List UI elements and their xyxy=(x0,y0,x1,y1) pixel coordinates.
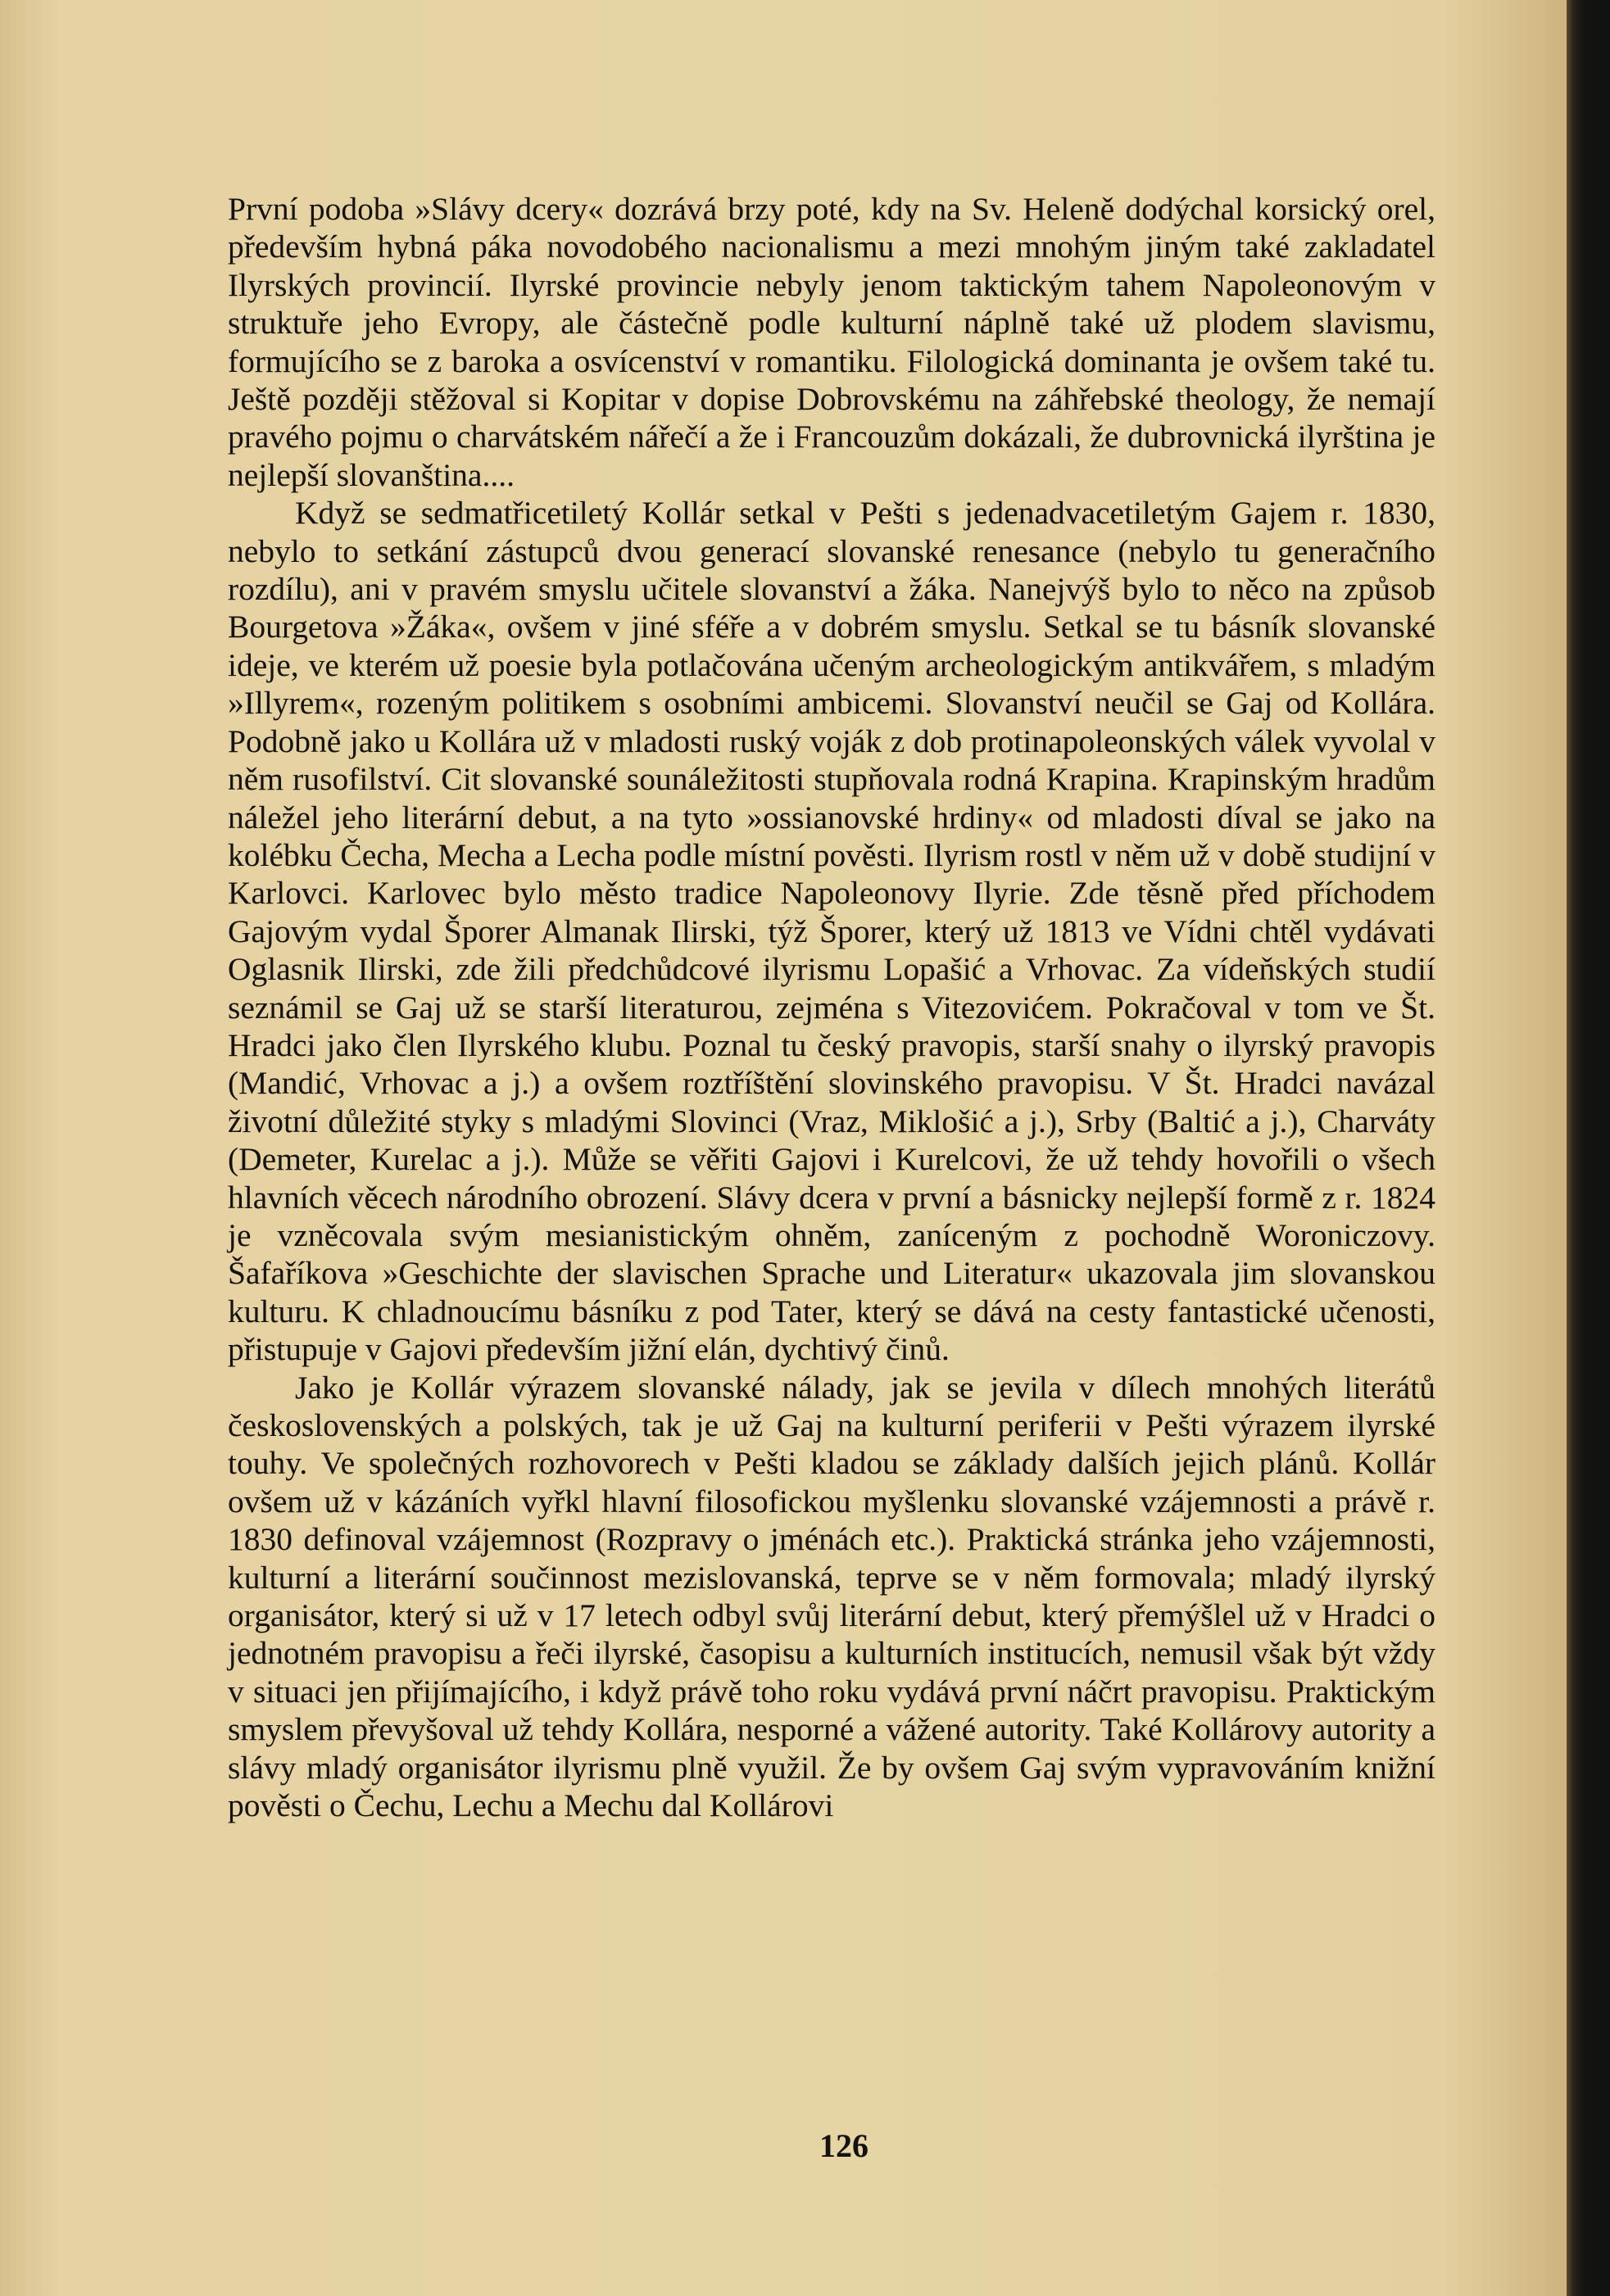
body-text xyxy=(228,190,1435,1824)
paragraph-3: Jako je Kollár výrazem slovanské nálady, jak se jevila v dílech mnohých literátů československých a polských, tak je už Gaj na kulturní periferii v Pešti výrazem ilyrské touhy. Ve společných rozhovorech v Pešti kladou se základy dalších jejich plánů. Kollár ovšem už v kázáních vyřkl hlavní filosofickou myšlenku slovanské vzájemnosti a právě r. 1830 definoval vzájemnost (Rozpravy o jménách etc.). Praktická stránka jeho vzájemnosti, kulturní a literární součinnost mezislovanská, teprve se v něm formovala; mladý ilyrský organisátor, který si už v 17 letech odbyl svůj literární debut, který přemýšlel už v Hradci o jednotném pravopisu a řeči ilyrské, časopisu a kulturních institucích, nemusil však být vždy v situaci jen přijímajícího, i když právě toho roku vydává první náčrt pravopisu. Praktickým smyslem převyšoval už tehdy Kollára, nesporné a vážené autority. Také Kollárovy autority a slávy mladý organisátor ilyrismu plně využil. Že by ovšem Gaj svým vypravováním knižní pověsti o Čechu, Lechu a Mechu dal Kollárovi xyxy=(228,1369,1435,1824)
page-number: 126 xyxy=(819,2127,868,2164)
book-spine-edge xyxy=(1567,0,1610,2296)
paragraph-2: Když se sedmatřicetiletý Kollár setkal v Pešti s jedenadvacetiletým Gajem r. 1830, nebylo to setkání zástupců dvou generací slovanské renesance (nebylo tu generačního rozdílu), ani v pravém smyslu učitele slovanství a žáka. Nanejvýš bylo to něco na způsob Bourgetova »Žáka«, ovšem v jiné sféře a v dobrém smyslu. Setkal se tu básník slovanské ideje, ve kterém už poesie byla potlačována učeným archeologickým antikvářem, s mladým »Illyrem«, rozeným politikem s osobními ambicemi. Slovanství neučil se Gaj od Kollára. Podobně jako u Kollára už v mladosti ruský voják z dob protinapoleonských válek vyvolal v něm rusofilství. Cit slovanské sounáležitosti stupňovala rodná Krapina. Krapinským hradům náležel jeho literární debut, a na tyto »ossianovské hrdiny« od mladosti díval se jako na kolébku Čecha, Mecha a Lecha podle místní pověsti. Ilyrism rostl v něm už v době studijní v Karlovci. Karlovec bylo město tradice Napoleonovy Ilyrie. Zde těsně před příchodem Gajovým vydal Šporer Almanak Ilirski, týž Šporer, který už 1813 ve Vídni chtěl vydávati Oglasnik Ilirski, zde žili předchůdcové ilyrismu Lopašić a Vrhovac. Za vídeňských studií seznámil se Gaj už se starší literaturou, zejména s Vitezovićem. Pokračoval v tom ve Št. Hradci jako člen Ilyrského klubu. Poznal tu český pravopis, starší snahy o ilyrský pravopis (Mandić, Vrhovac a j.) a ovšem roztříštění slovinského pravopisu. V Št. Hradci navázal životní důležité styky s mladými Slovinci (Vraz, Miklošić a j.), Srby (Baltić a j.), Charváty (Demeter, Kurelac a j.). Může se věřiti Gajovi i Kurelcovi, že už tehdy hovořili o všech hlavních věcech národního obrození. Slávy dcera v první a básnicky nejlepší formě z r. 1824 je vzněcovala svým mesianistickým ohněm, zaníceným z pochodně Woroniczovy. Šafaříkova »Geschichte der slavischen Sprache und Literatur« ukazovala jim slovanskou kulturu. K chladnoucímu básníku z pod Tater, který se dává na cesty fantastické učenosti, přistupuje v Gajovi především jižní elán, dychtivý činů. xyxy=(228,495,1435,1368)
paragraph-1: První podoba »Slávy dcery« dozrává brzy poté, kdy na Sv. Heleně dodýchal korsický orel, především hybná páka novodobého nacionalismu a mezi mnohým jiným také zakladatel Ilyrských provincií. Ilyrské provincie nebyly jenom taktickým tahem Napoleonovým v struktuře jeho Evropy, ale částečně podle kulturní náplně také už plodem slavismu, formujícího se z baroka a osvícenství v romantiku. Filologická dominanta je ovšem také tu. Ještě později stěžoval si Kopitar v dopise Dobrovskému na záhřebské theology, že nemají pravého pojmu o charvátském nářečí a že i Francouzům dokázali, že dubrovnická ilyrština je nejlepší slovanština.... xyxy=(228,191,1435,493)
